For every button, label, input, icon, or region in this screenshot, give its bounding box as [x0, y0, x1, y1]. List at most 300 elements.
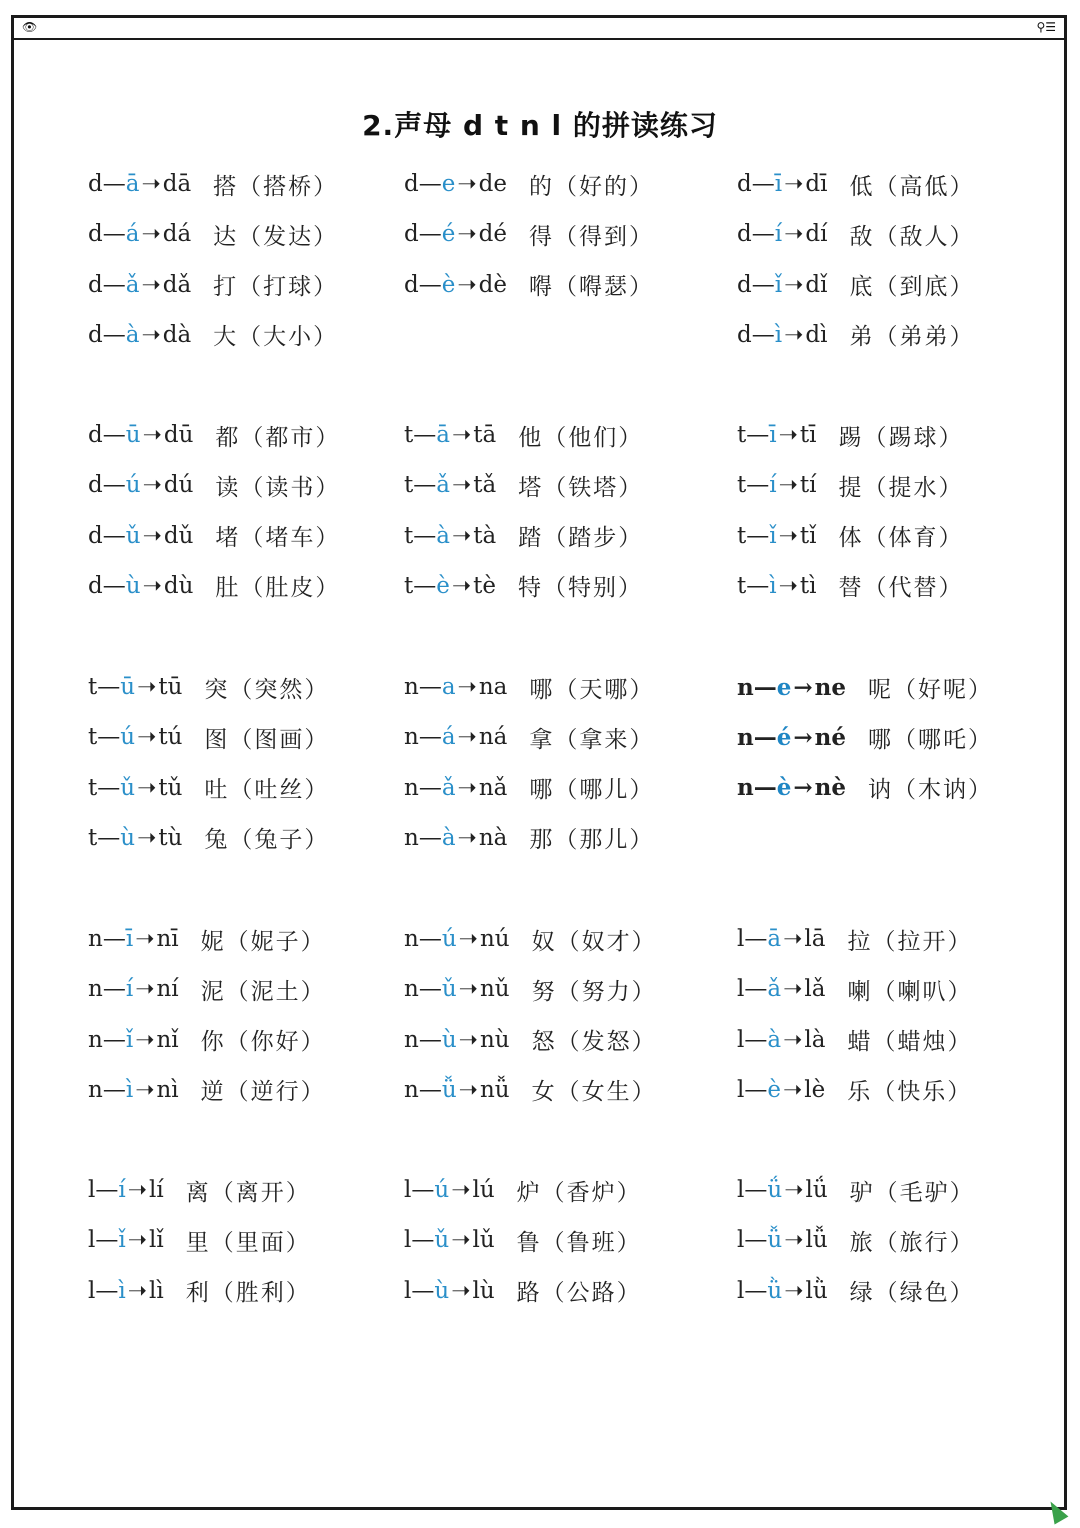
hanzi-word: 路（公路）	[516, 1280, 642, 1307]
initial: n	[404, 1076, 419, 1103]
initial: l	[737, 926, 745, 952]
dash: —	[753, 673, 777, 701]
initial: n	[404, 1026, 419, 1053]
syllable: dǔ	[163, 522, 194, 549]
hanzi-word: 讷（木讷）	[868, 777, 994, 804]
initial: t	[737, 522, 747, 549]
hanzi-word: 喇（喇叭）	[847, 978, 973, 1005]
dash: —	[418, 271, 442, 298]
hanzi-word: 哪（哪儿）	[529, 777, 655, 804]
pinyin-entry	[404, 1220, 642, 1260]
pinyin-entry	[88, 465, 340, 505]
arrow-icon: ➝	[782, 1076, 803, 1103]
initial: n	[404, 724, 419, 751]
initial: t	[88, 674, 98, 700]
dash: —	[97, 824, 121, 851]
initial: t	[737, 472, 747, 499]
syllable: lú	[472, 1177, 495, 1203]
dash: —	[102, 1076, 126, 1103]
arrow-icon: ➝	[784, 171, 804, 197]
dash: —	[413, 572, 437, 599]
syllable: ná	[478, 724, 508, 751]
initial: n	[88, 976, 103, 1003]
initial: l	[737, 1227, 745, 1254]
pinyin-entry	[737, 566, 964, 606]
syllable: nǎ	[478, 774, 508, 801]
pinyin-entry	[737, 1070, 972, 1110]
initial: l	[404, 1227, 412, 1254]
pinyin-entry	[737, 415, 964, 455]
dash: —	[102, 1026, 126, 1053]
initial: d	[88, 522, 103, 549]
pinyin-entry	[88, 1020, 326, 1060]
top-bar	[14, 18, 1064, 40]
syllable: dè	[478, 271, 507, 298]
final: à	[441, 824, 456, 851]
hanzi-word: 哪（哪吒）	[868, 726, 994, 753]
initial: n	[404, 824, 419, 851]
pinyin-entry	[737, 516, 964, 556]
dash: —	[751, 221, 775, 248]
pinyin-entry	[88, 516, 340, 556]
syllable: dī	[805, 171, 828, 197]
dash: —	[418, 824, 442, 851]
final: à	[436, 522, 450, 549]
pinyin-entry	[737, 919, 972, 959]
pinyin-entry	[404, 265, 654, 305]
syllable: na	[478, 674, 508, 700]
initial: l	[737, 1026, 745, 1053]
dash: —	[744, 1177, 768, 1203]
arrow-icon: ➝	[127, 1177, 147, 1203]
syllable: lǐ	[149, 1227, 164, 1254]
pinyin-entry	[737, 1271, 975, 1311]
pinyin-entry	[737, 164, 974, 204]
arrow-icon: ➝	[458, 1076, 478, 1103]
syllable: tǎ	[473, 472, 497, 499]
pinyin-entry	[404, 818, 654, 858]
syllable: tū	[158, 674, 183, 700]
arrow-icon: ➝	[784, 321, 804, 348]
arrow-icon: ➝	[457, 171, 477, 197]
hanzi-word: 驴（毛驴）	[849, 1179, 975, 1206]
hanzi-word: 拿（拿来）	[529, 726, 655, 753]
initial: n	[737, 774, 754, 802]
page-title: 2.声母 d t n l 的拼读练习	[362, 109, 718, 142]
dash: —	[751, 271, 775, 298]
dash: —	[97, 724, 121, 751]
final: ì	[769, 572, 777, 599]
hanzi-word: 提（提水）	[838, 474, 964, 501]
syllable: dà	[162, 321, 192, 348]
pinyin-entry	[404, 214, 654, 254]
pinyin-entry	[88, 415, 340, 455]
hanzi-word: 踏（踏步）	[518, 525, 644, 552]
hanzi-word: 绿（绿色）	[849, 1280, 975, 1307]
final: à	[125, 321, 140, 348]
pinyin-entry	[737, 214, 974, 254]
hanzi-word: 呢（好呢）	[868, 676, 994, 703]
syllable: lù	[472, 1277, 495, 1304]
arrow-icon: ➝	[784, 1277, 804, 1304]
syllable: dā	[162, 171, 192, 197]
pinyin-entry	[737, 768, 993, 808]
initial: d	[737, 171, 752, 197]
dash: —	[411, 1227, 435, 1254]
eye-icon[interactable]: 👁	[22, 20, 38, 34]
hanzi-word: 那（那儿）	[529, 827, 655, 854]
syllable: dù	[163, 572, 194, 599]
hanzi-word: 鲁（鲁班）	[516, 1229, 642, 1256]
dash: —	[413, 522, 437, 549]
final: ú	[120, 724, 136, 751]
initial: l	[404, 1177, 412, 1203]
final: è	[776, 774, 792, 802]
dash: —	[744, 1227, 768, 1254]
dash: —	[418, 976, 442, 1003]
final: e	[441, 171, 456, 197]
arrow-icon: ➝	[451, 1177, 471, 1203]
arrow-icon: ➝	[457, 221, 477, 248]
arrow-icon: ➝	[127, 1227, 147, 1254]
arrow-icon: ➝	[137, 674, 157, 700]
initial: n	[737, 673, 754, 701]
hanzi-word: 乐（快乐）	[847, 1079, 973, 1106]
dash: —	[418, 774, 442, 801]
syllable: lǘ	[805, 1177, 828, 1203]
hanzi-word: 的（好的）	[528, 173, 654, 200]
hanzi-word: 突（突然）	[204, 676, 330, 703]
initial: n	[404, 774, 419, 801]
initial: t	[404, 522, 414, 549]
dash: —	[753, 774, 777, 802]
dash: —	[95, 1277, 119, 1304]
hanzi-word: 读（读书）	[215, 474, 341, 501]
syllable: nǔ	[479, 976, 510, 1003]
final: ǐ	[125, 1026, 134, 1053]
initial: l	[737, 976, 745, 1003]
final: ǜ	[767, 1277, 783, 1304]
pinyin-entry	[404, 465, 643, 505]
syllable: dé	[478, 221, 507, 248]
hanzi-word: 堵（堵车）	[215, 525, 341, 552]
arrow-icon: ➝	[458, 926, 478, 952]
final: ī	[774, 171, 783, 197]
hanzi-word: 特（特别）	[518, 575, 644, 602]
syllable: dú	[163, 472, 194, 499]
pinyin-entry	[88, 667, 329, 707]
syllable: nè	[814, 774, 847, 802]
arrow-icon: ➝	[142, 522, 162, 549]
dash: —	[744, 1026, 768, 1053]
arrow-icon: ➝	[141, 221, 161, 248]
pinyin-entry	[737, 969, 972, 1009]
dash: —	[744, 926, 768, 952]
pinyin-entry	[404, 1020, 657, 1060]
syllable: lǜ	[805, 1277, 828, 1304]
arrow-icon: ➝	[135, 1076, 155, 1103]
pinyin-entry	[88, 969, 326, 1009]
syllable: tà	[473, 522, 497, 549]
final: é	[776, 723, 792, 751]
arrow-icon: ➝	[458, 1026, 478, 1053]
pinyin-entry	[404, 717, 654, 757]
dash: —	[751, 171, 775, 197]
final: ǚ	[441, 1076, 457, 1103]
hanzi-word: 踢（踢球）	[838, 424, 964, 451]
final: ǘ	[767, 1177, 783, 1203]
arrow-icon: ➝	[451, 1227, 471, 1254]
arrow-icon: ➝	[457, 774, 477, 801]
hanzi-word: 拉（拉开）	[847, 928, 973, 955]
syllable: tǔ	[158, 774, 183, 801]
arrow-icon: ➝	[784, 1177, 804, 1203]
syllable: ní	[156, 976, 179, 1003]
dash: —	[102, 472, 126, 499]
dash: —	[413, 422, 437, 448]
search-list-icon[interactable]: ⚲☰	[1036, 20, 1056, 34]
final: e	[776, 673, 792, 701]
syllable: lǚ	[805, 1227, 828, 1254]
dash: —	[746, 572, 770, 599]
final: è	[441, 271, 456, 298]
initial: d	[88, 572, 103, 599]
pinyin-entry	[404, 1170, 642, 1210]
dash: —	[744, 1076, 768, 1103]
initial: t	[737, 572, 747, 599]
arrow-icon: ➝	[784, 221, 804, 248]
syllable: nú	[479, 926, 510, 952]
hanzi-word: 打（打球）	[213, 274, 339, 301]
arrow-icon: ➝	[141, 271, 161, 298]
pinyin-entry	[404, 566, 643, 606]
hanzi-word: 利（胜利）	[185, 1280, 311, 1307]
arrow-icon: ➝	[137, 774, 157, 801]
syllable: de	[478, 171, 507, 197]
hanzi-word: 离（离开）	[185, 1179, 311, 1206]
final: ú	[434, 1177, 450, 1203]
final: ù	[125, 572, 141, 599]
final: ǎ	[436, 472, 450, 499]
hanzi-word: 体（体育）	[838, 525, 964, 552]
syllable: nà	[478, 824, 508, 851]
syllable: lí	[149, 1177, 164, 1203]
syllable: nǐ	[156, 1026, 179, 1053]
initial: n	[88, 926, 103, 952]
pinyin-entry	[88, 214, 338, 254]
initial: n	[737, 723, 754, 751]
arrow-icon: ➝	[451, 522, 472, 549]
initial: l	[404, 1277, 412, 1304]
hanzi-word: 塔（铁塔）	[518, 474, 644, 501]
final: ǔ	[434, 1227, 450, 1254]
pinyin-entry	[404, 667, 654, 707]
pinyin-entry	[88, 768, 329, 808]
hanzi-word: 嘚（嘚瑟）	[528, 274, 654, 301]
pinyin-entry	[737, 1020, 972, 1060]
hanzi-word: 低（高低）	[849, 173, 975, 200]
arrow-icon: ➝	[142, 572, 162, 599]
dash: —	[753, 723, 777, 751]
initial: n	[404, 674, 419, 700]
initial: t	[404, 472, 414, 499]
hanzi-word: 底（到底）	[849, 274, 975, 301]
dash: —	[746, 472, 770, 499]
hanzi-word: 哪（天哪）	[529, 676, 655, 703]
final: ī	[769, 422, 777, 448]
arrow-icon: ➝	[135, 926, 155, 952]
arrow-icon: ➝	[141, 321, 161, 348]
hanzi-word: 得（得到）	[528, 223, 654, 250]
final: ū	[125, 422, 141, 448]
final: í	[774, 221, 783, 248]
dash: —	[746, 422, 770, 448]
initial: t	[88, 774, 98, 801]
initial: d	[88, 422, 103, 448]
syllable: nì	[156, 1076, 179, 1103]
final: ì	[774, 321, 783, 348]
final: ú	[441, 926, 457, 952]
initial: t	[737, 422, 747, 448]
hanzi-word: 吐（吐丝）	[204, 777, 330, 804]
arrow-icon: ➝	[142, 422, 162, 448]
initial: l	[737, 1076, 745, 1103]
dash: —	[744, 1277, 768, 1304]
arrow-icon: ➝	[451, 422, 472, 448]
final: ǐ	[774, 271, 783, 298]
final: ǚ	[767, 1227, 783, 1254]
syllable: dǐ	[805, 271, 828, 298]
arrow-icon: ➝	[778, 572, 798, 599]
hanzi-word: 逆（逆行）	[200, 1079, 326, 1106]
arrow-icon: ➝	[457, 724, 477, 751]
dash: —	[102, 221, 126, 248]
initial: d	[404, 271, 419, 298]
syllable: tè	[473, 572, 497, 599]
final: ǎ	[125, 271, 140, 298]
arrow-icon: ➝	[457, 824, 477, 851]
final: ū	[120, 674, 136, 700]
syllable: tú	[158, 724, 183, 751]
dash: —	[418, 674, 442, 700]
dash: —	[751, 321, 775, 348]
dash: —	[102, 422, 126, 448]
initial: l	[737, 1277, 745, 1304]
arrow-icon: ➝	[135, 976, 155, 1003]
syllable: lǔ	[472, 1227, 495, 1254]
final: á	[441, 724, 456, 751]
dash: —	[102, 522, 126, 549]
pinyin-entry	[88, 1220, 311, 1260]
final: a	[441, 674, 456, 700]
dash: —	[102, 926, 126, 952]
initial: t	[88, 824, 98, 851]
pinyin-entry	[404, 1070, 657, 1110]
syllable: là	[804, 1026, 826, 1053]
final: ǐ	[118, 1227, 126, 1254]
hanzi-word: 弟（弟弟）	[849, 324, 975, 351]
initial: t	[404, 572, 414, 599]
dash: —	[411, 1177, 435, 1203]
syllable: nī	[156, 926, 179, 952]
hanzi-word: 他（他们）	[518, 424, 644, 451]
arrow-icon: →	[793, 673, 813, 701]
initial: d	[737, 221, 752, 248]
final: ǔ	[125, 522, 141, 549]
final: ù	[434, 1277, 450, 1304]
final: ā	[125, 171, 140, 197]
dash: —	[418, 1026, 442, 1053]
final: ú	[125, 472, 141, 499]
dash: —	[102, 171, 126, 197]
dash: —	[418, 724, 442, 751]
pinyin-entry	[737, 315, 974, 355]
final: á	[125, 221, 140, 248]
arrow-icon: ➝	[778, 422, 798, 448]
pinyin-entry	[404, 969, 657, 1009]
final: ì	[118, 1277, 126, 1304]
pinyin-entry	[404, 516, 643, 556]
pinyin-entry	[404, 164, 654, 204]
final: ǎ	[767, 976, 782, 1003]
pinyin-entry	[737, 1220, 975, 1260]
syllable: nù	[479, 1026, 510, 1053]
final: ā	[436, 422, 450, 448]
syllable: lǎ	[804, 976, 826, 1003]
final: è	[436, 572, 450, 599]
dash: —	[102, 321, 126, 348]
initial: d	[404, 221, 419, 248]
dash: —	[102, 271, 126, 298]
hanzi-word: 替（代替）	[838, 575, 964, 602]
arrow-icon: →	[793, 723, 813, 751]
hanzi-word: 奴（奴才）	[531, 928, 657, 955]
initial: d	[88, 171, 103, 197]
final: ǎ	[441, 774, 456, 801]
arrow-icon: ➝	[451, 572, 472, 599]
syllable: tā	[473, 422, 497, 448]
arrow-icon: ➝	[783, 1026, 803, 1053]
hanzi-word: 妮（妮子）	[200, 928, 326, 955]
syllable: né	[814, 723, 847, 751]
pinyin-entry	[88, 1170, 311, 1210]
initial: l	[88, 1177, 96, 1203]
arrow-icon: ➝	[778, 472, 798, 499]
pinyin-entry	[88, 717, 329, 757]
dash: —	[95, 1227, 119, 1254]
hanzi-word: 都（都市）	[215, 424, 341, 451]
arrow-icon: ➝	[141, 171, 161, 197]
arrow-icon: ➝	[142, 472, 162, 499]
hanzi-word: 你（你好）	[200, 1029, 326, 1056]
syllable: lā	[804, 926, 826, 952]
hanzi-word: 旅（旅行）	[849, 1229, 975, 1256]
arrow-icon: ➝	[135, 1026, 155, 1053]
arrow-icon: ➝	[451, 472, 472, 499]
dash: —	[418, 926, 442, 952]
arrow-icon: ➝	[784, 271, 804, 298]
dash: —	[746, 522, 770, 549]
dash: —	[97, 774, 121, 801]
hanzi-word: 敌（敌人）	[849, 223, 975, 250]
final: è	[767, 1076, 781, 1103]
pinyin-entry	[737, 1170, 975, 1210]
arrow-icon: ➝	[137, 824, 157, 851]
hanzi-word: 蜡（蜡烛）	[847, 1029, 973, 1056]
arrow-icon: ➝	[458, 976, 478, 1003]
pinyin-entry	[404, 768, 654, 808]
initial: d	[88, 321, 103, 348]
